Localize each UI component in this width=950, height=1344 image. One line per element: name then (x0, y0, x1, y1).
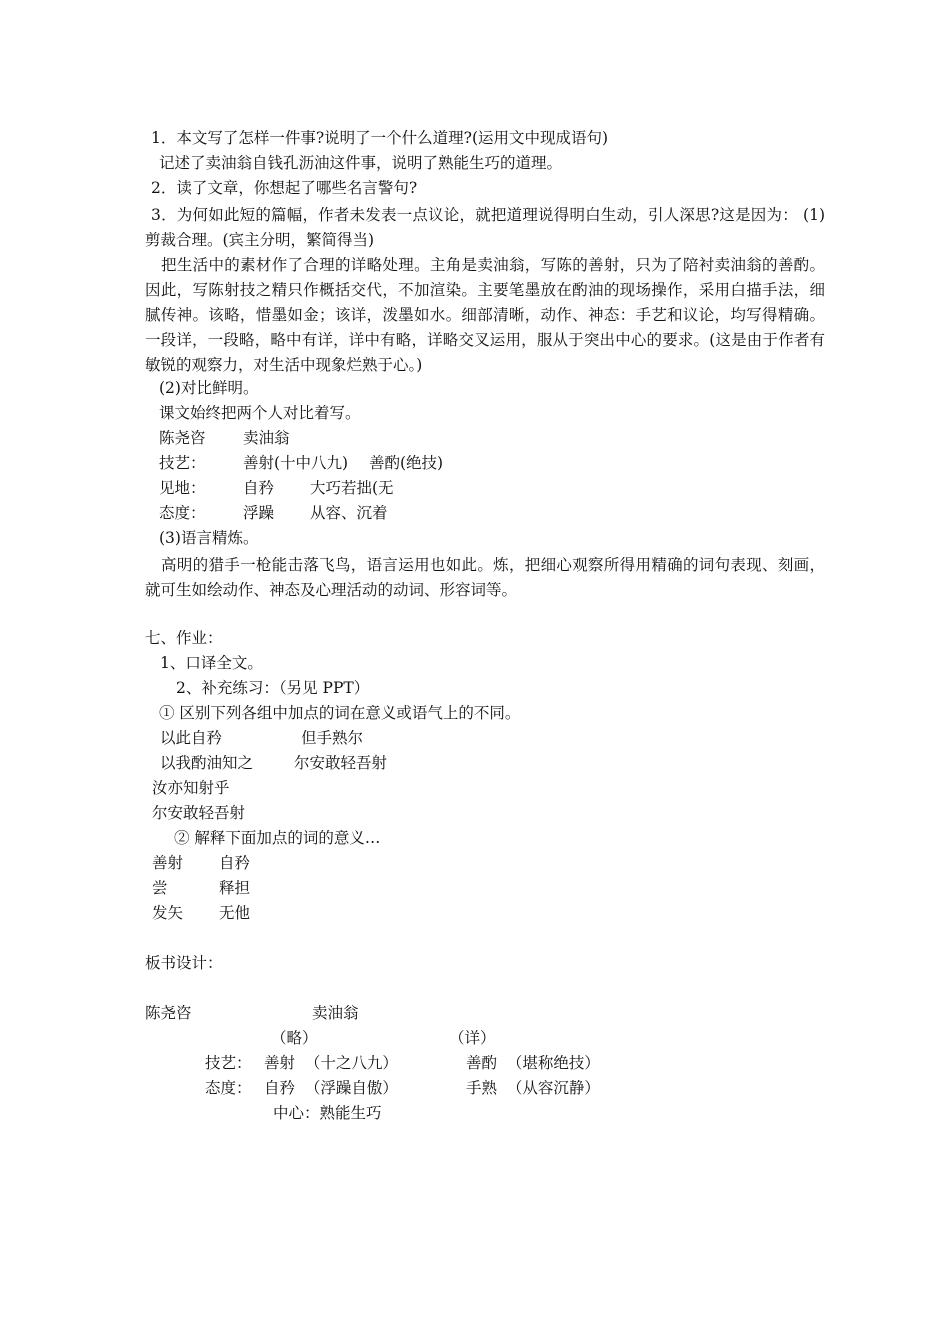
answer-1: 记述了卖油翁自钱孔沥油这件事，说明了熟能生巧的道理。 (159, 154, 563, 172)
board-skill-right: 善酌 （堪称绝技） (466, 1054, 600, 1072)
board-right-mark: （详） (449, 1029, 496, 1047)
exercise-1-instruction: ① 区别下列各组中加点的词在意义或语气上的不同。 (159, 704, 521, 722)
exercise-1-word: 尔安敢轻吾射 (294, 754, 388, 772)
board-right-name: 卖油翁 (312, 1004, 359, 1022)
compare-cell: 见地： (159, 479, 206, 497)
compare-cell: 善射(十中八九) (243, 454, 349, 472)
board-heading: 板书设计： (145, 954, 223, 972)
exercise-2-word: 发矢 (152, 904, 184, 922)
board-left-name: 陈尧咨 (145, 1004, 192, 1022)
exercise-1-word: 汝亦知射乎 (152, 779, 230, 797)
exercise-2-word: 释担 (219, 879, 251, 897)
point-language-title: (3)语言精炼。 (159, 529, 259, 547)
exercise-2-word: 自矜 (219, 854, 251, 872)
compare-cell: 从容、沉着 (310, 504, 388, 522)
compare-cell: 态度： (159, 504, 206, 522)
point-contrast-title: (2)对比鲜明。 (159, 379, 259, 397)
board-center: 中心：熟能生巧 (273, 1104, 382, 1122)
exercise-2-word: 尝 (152, 879, 168, 897)
point-language-text: 高明的猎手一枪能击落飞鸟，语言运用也如此。炼，把细心观察所得用精确的词句表现、刻画，就可生如绘动作、神态及心理活动的动词、形容词等。 (145, 556, 825, 599)
homework-item-1: 1、口译全文。 (160, 654, 263, 672)
board-attitude-label: 态度： (205, 1079, 252, 1097)
exercise-1-word: 以此自矜 (160, 729, 223, 747)
compare-cell: 善酌(绝技) (369, 454, 444, 472)
board-left-mark: （略） (271, 1029, 318, 1047)
question-1: 1．本文写了怎样一件事?说明了一个什么道理?(运用文中现成语句) (151, 129, 609, 147)
compare-cell: 卖油翁 (243, 429, 290, 447)
exercise-1-word: 尔安敢轻吾射 (152, 804, 246, 822)
paragraph-tailoring: 把生活中的素材作了合理的详略处理。主角是卖油翁，写陈的善射，只为了陪衬卖油翁的善酌。因此，写陈射技之精只作概括交代，不加渲染。主要笔墨放在酌油的现场操作，采用白描手法，细腻传神。该略，惜墨如金；该详，泼墨如水。细部清晰，动作、神态：手艺和议论，均写得精确。一段详，一段略，略中有详，详中有略，详略交叉运用，服从于突出中心的要求。(这是由于作者有敏锐的观察力，对生活中现象烂熟于心。) (145, 256, 825, 374)
board-attitude-right: 手熟 （从容沉静） (466, 1079, 600, 1097)
homework-item-2: 2、补充练习：（另见 PPT） (176, 679, 370, 697)
board-skill-label: 技艺： (205, 1054, 252, 1072)
compare-cell: 技艺： (159, 454, 206, 472)
question-2: 2．读了文章，你想起了哪些名言警句? (151, 179, 418, 197)
compare-cell: 自矜 (243, 479, 275, 497)
exercise-1-word: 但手熟尔 (301, 729, 364, 747)
exercise-2-instruction: ② 解释下面加点的词的意义… (174, 829, 381, 847)
compare-cell: 大巧若拙(无 (310, 479, 394, 497)
board-attitude-left: 自矜 （浮躁自傲） (264, 1079, 398, 1097)
question-3: 3．为何如此短的篇幅，作者未发表一点议论，就把道理说得明白生动，引人深思?这是因为： (1)剪裁合理。(宾主分明，繁简得当) (145, 206, 825, 249)
board-skill-left: 善射 （十之八九） (264, 1054, 398, 1072)
point-contrast-text: 课文始终把两个人对比着写。 (159, 404, 361, 422)
compare-cell: 陈尧咨 (159, 429, 206, 447)
exercise-2-word: 善射 (152, 854, 184, 872)
homework-heading: 七、作业： (145, 629, 223, 647)
compare-cell: 浮躁 (243, 504, 275, 522)
exercise-2-word: 无他 (219, 904, 251, 922)
exercise-1-word: 以我酌油知之 (160, 754, 254, 772)
